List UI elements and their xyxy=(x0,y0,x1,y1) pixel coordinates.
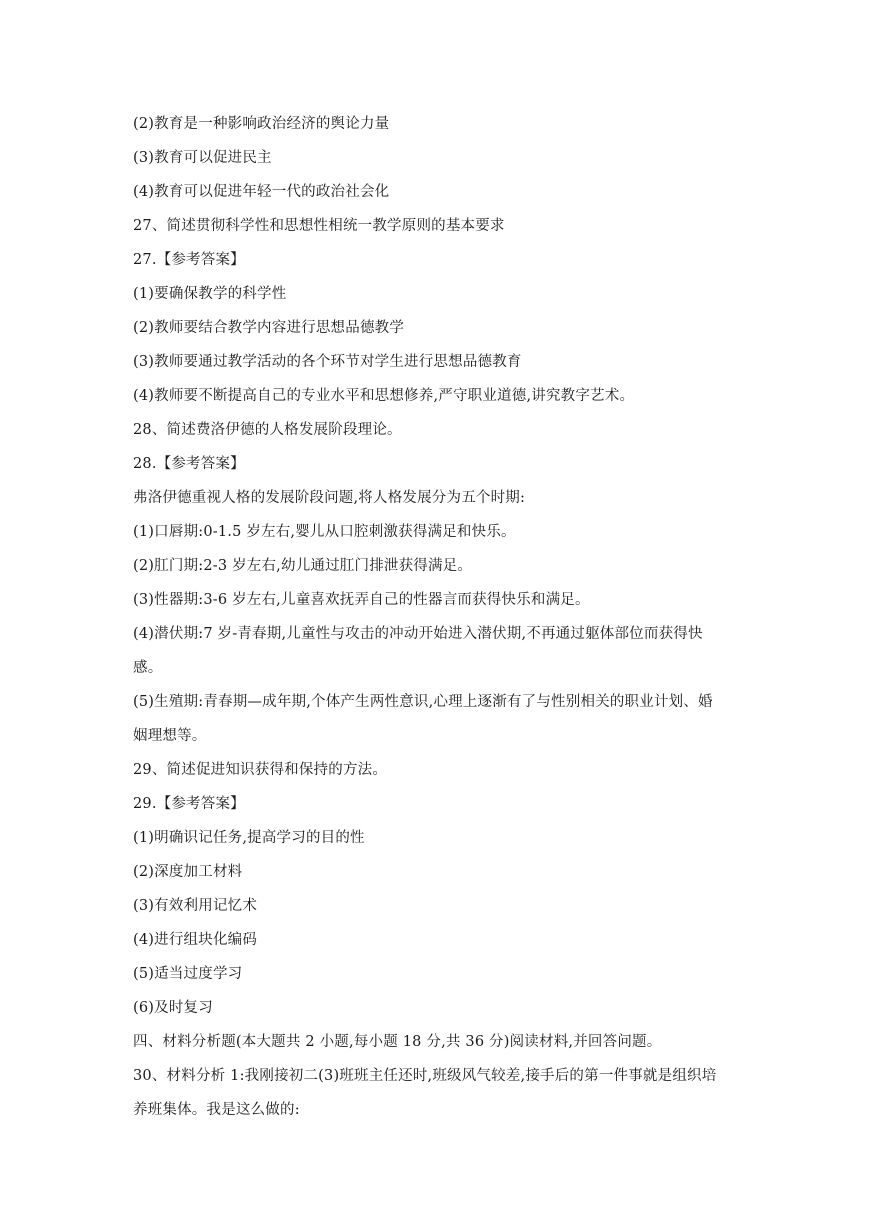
text-line: (2)肛门期:2-3 岁左右,幼儿通过肛门排泄获得满足。 xyxy=(133,558,473,574)
text-line: 姻理想等。 xyxy=(133,728,207,744)
answer-heading: 29.【参考答案】 xyxy=(133,796,245,812)
text-line: (5)适当过度学习 xyxy=(133,966,243,982)
text-line: (3)有效利用记忆术 xyxy=(133,898,258,914)
text-line: 养班集体。我是这么做的: xyxy=(133,1102,300,1118)
text-line: (2)教师要结合教学内容进行思想品德教学 xyxy=(133,320,405,336)
text-line: (1)口唇期:0-1.5 岁左右,婴儿从口腔刺激获得满足和快乐。 xyxy=(133,524,516,540)
text-line: (4)潜伏期:7 岁-青春期,儿童性与攻击的冲动开始进入潜伏期,不再通过躯体部位而获得快 xyxy=(133,626,703,642)
text-line: (1)要确保教学的科学性 xyxy=(133,286,287,302)
text-line: 弗洛伊德重视人格的发展阶段问题,将人格发展分为五个时期: xyxy=(133,490,526,506)
text-line: (3)性器期:3-6 岁左右,儿童喜欢抚弄自己的性器言而获得快乐和满足。 xyxy=(133,592,590,608)
text-line: (1)明确识记任务,提高学习的目的性 xyxy=(133,830,365,846)
text-line: (2)教育是一种影响政治经济的舆论力量 xyxy=(133,116,390,132)
text-line: (3)教师要通过教学活动的各个环节对学生进行思想品德教育 xyxy=(133,354,522,370)
answer-heading: 27.【参考答案】 xyxy=(133,252,245,268)
text-line: (3)教育可以促进民主 xyxy=(133,150,272,166)
question-heading: 28、简述费洛伊德的人格发展阶段理论。 xyxy=(133,422,402,438)
text-line: (4)进行组块化编码 xyxy=(133,932,258,948)
section-heading: 四、材料分析题(本大题共 2 小题,每小题 18 分,共 36 分)阅读材料,并回答问题。 xyxy=(133,1034,662,1050)
text-line: (4)教育可以促进年轻一代的政治社会化 xyxy=(133,184,390,200)
question-heading: 30、材料分析 1:我刚接初二(3)班班主任还时,班级风气较差,接手后的第一件事就是组织培 xyxy=(133,1068,717,1084)
text-line: (6)及时复习 xyxy=(133,1000,213,1016)
answer-heading: 28.【参考答案】 xyxy=(133,456,245,472)
question-heading: 29、简述促进知识获得和保持的方法。 xyxy=(133,762,388,778)
text-line: 感。 xyxy=(133,660,163,676)
text-line: (2)深度加工材料 xyxy=(133,864,243,880)
text-line: (5)生殖期:青春期—成年期,个体产生两性意识,心理上逐渐有了与性别相关的职业计划、婚 xyxy=(133,694,713,710)
text-line: (4)教师要不断提高自己的专业水平和思想修养,严守职业道德,讲究教字艺术。 xyxy=(133,388,635,404)
question-heading: 27、简述贯彻科学性和思想性相统一教学原则的基本要求 xyxy=(133,218,505,234)
document-page xyxy=(133,107,743,1127)
